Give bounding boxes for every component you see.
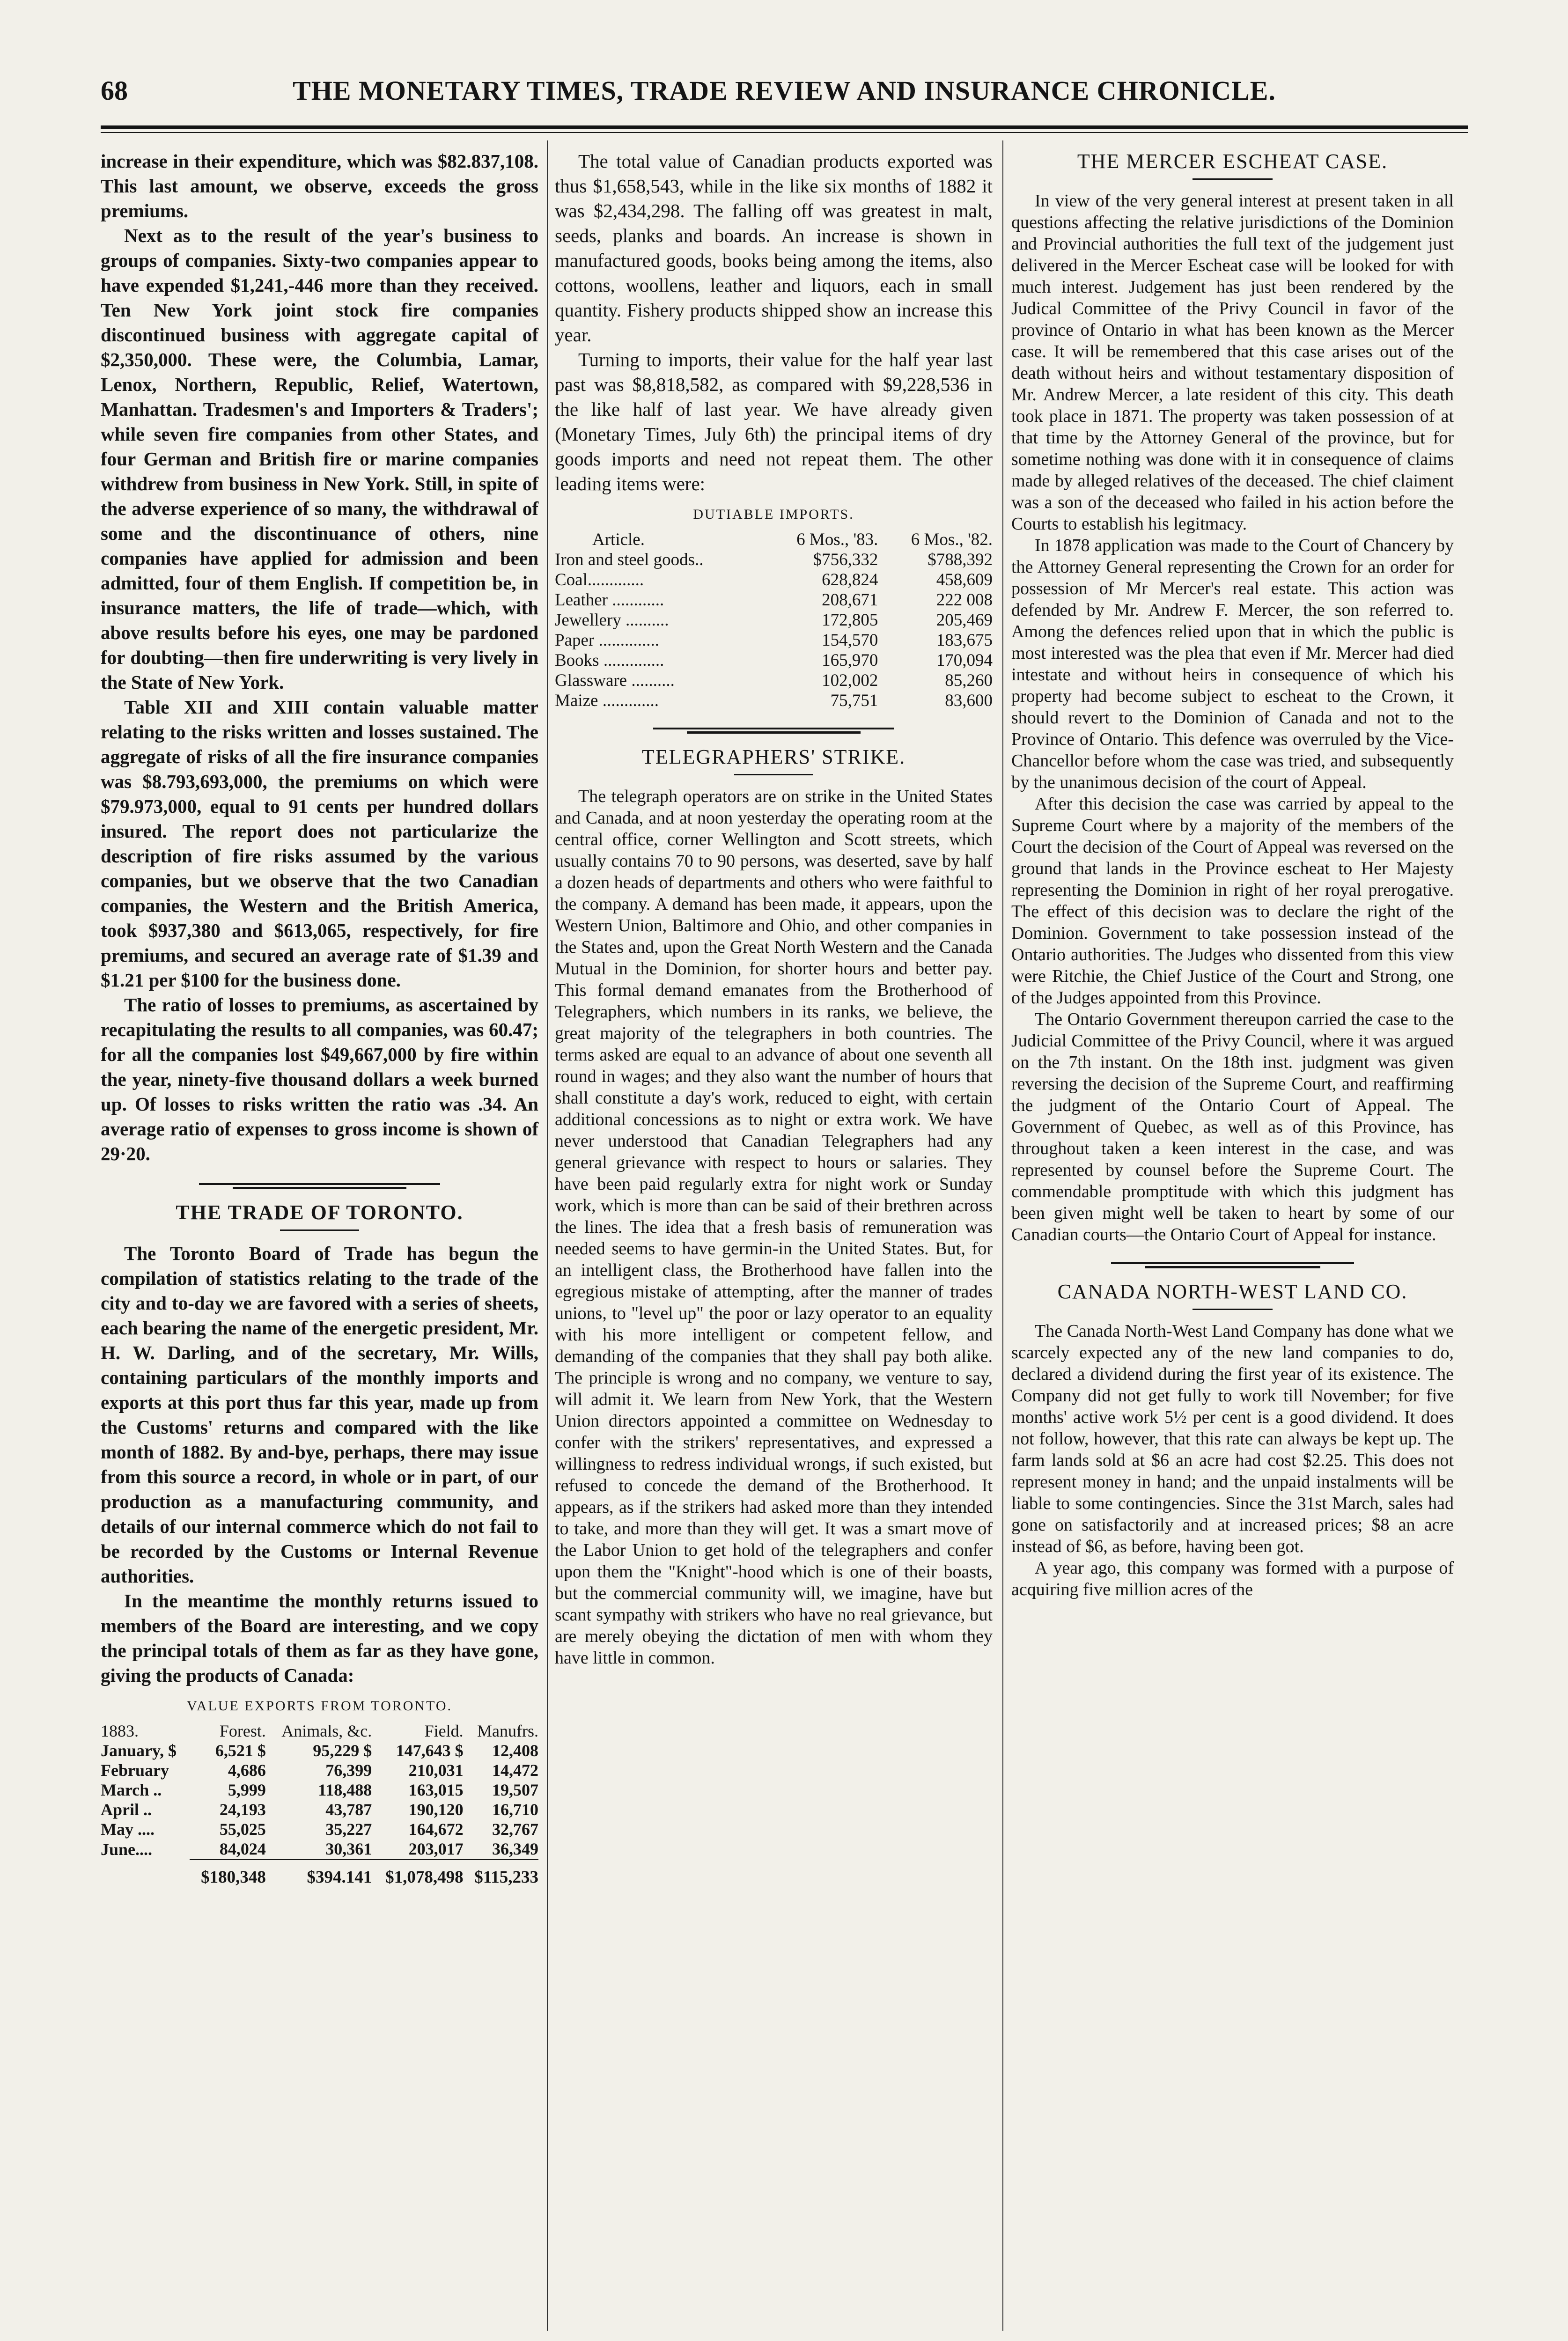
table-cell: 12,408: [492, 1741, 538, 1760]
page-header: [101, 75, 1468, 117]
table-cell: 5,999: [228, 1781, 266, 1799]
table-cell: 102,002: [822, 671, 878, 690]
table-header-row: [101, 1721, 538, 1741]
short-rule: [1193, 178, 1272, 180]
section-ornament-rule: [199, 1182, 440, 1190]
header-rule-thick: [101, 125, 1468, 129]
table-cell: 76,399: [325, 1761, 372, 1780]
table-cell: January, $: [101, 1741, 177, 1760]
table-cell: 83,600: [945, 691, 993, 710]
section-ornament-rule: [1111, 1261, 1355, 1269]
paragraph: The Ontario Government thereupon carried the case to the Judicial Committee of the Privy Council, where it was argued on the 7th instant. On the 18th inst. judgment was given reversing the decision of the Supreme Court, and reaffirming the judgment of the Ontario Court of Appeal. The Government of Quebec, as well as of this Province, has throughout taken a keen interest in the case, and was represented by counsel before the Supreme Court. The commendable promptitude with which this judgment has been given might well be taken to heart by some of our Canadian courts—the Ontario Court of Appeal for instance.: [1011, 1009, 1454, 1244]
table-cell: 222 008: [936, 590, 993, 610]
table-cell: 118,488: [318, 1781, 372, 1799]
paragraph: Turning to imports, their value for the half year last past was $8,818,582, as compared with $9,228,536 in the like half of last year. We have already given (Monetary Times, July 6th) the principal items of dry goods imports and need not repeat them. The other leading items were:: [555, 349, 993, 494]
column-header: Manufrs.: [477, 1722, 538, 1740]
table-cell: 164,672: [408, 1820, 464, 1839]
table-cell: 172,805: [822, 611, 878, 630]
short-rule: [1193, 1309, 1272, 1310]
exports-table: [101, 1721, 538, 1887]
table-cell: Coal.............: [555, 570, 644, 589]
table-totals-row: [101, 1860, 538, 1888]
table-row: [101, 1760, 538, 1780]
table-cell: 458,609: [936, 570, 993, 589]
table-cell: Iron and steel goods..: [555, 550, 704, 569]
table-cell: Leather ............: [555, 590, 664, 610]
table-cell: 210,031: [408, 1761, 464, 1780]
table-row: [555, 570, 993, 590]
table-cell: Paper ..............: [555, 631, 659, 650]
column-header: Forest.: [219, 1722, 266, 1740]
table-row: [555, 630, 993, 650]
section-heading: CANADA NORTH-WEST LAND CO.: [1057, 1280, 1408, 1303]
table-cell: March ..: [101, 1781, 162, 1799]
section-ornament-rule: [653, 727, 894, 734]
paragraph: The total value of Canadian products exported was thus $1,658,543, while in the like six months of 1882 it was $2,434,298. The falling off was greatest in malt, seeds, planks and boards. An increase is shown in manufactured goods, books being among the items, also cottons, woollens, leather and liquors, each in small quantity. Fishery products shipped show an increase this year.: [555, 150, 993, 346]
table-row: [101, 1839, 538, 1860]
table-cell: 203,017: [408, 1840, 464, 1858]
masthead-title: THE MONETARY TIMES, TRADE REVIEW AND INSURANCE CHRONICLE.: [293, 75, 1276, 106]
table-cell: 43,787: [325, 1800, 372, 1819]
table-cell: May ....: [101, 1820, 155, 1839]
table-cell: 19,507: [492, 1781, 538, 1799]
column-header: 6 Mos., '82.: [911, 530, 993, 549]
column-divider: [547, 140, 548, 2331]
table-cell: 165,970: [822, 651, 878, 670]
table-row: [555, 650, 993, 670]
table-cell: 208,671: [822, 590, 878, 610]
table-cell: Jewellery ..........: [555, 611, 669, 630]
total-cell: $115,233: [464, 1860, 538, 1888]
column-header: 1883.: [101, 1722, 139, 1740]
table-cell: 147,643 $: [396, 1741, 464, 1760]
table-row: [555, 550, 993, 570]
table-cell: 14,472: [492, 1761, 538, 1780]
table-cell: April ..: [101, 1800, 152, 1819]
paragraph: The Toronto Board of Trade has begun the compilation of statistics relating to the trade of the city and to-day we are favored with a series of sheets, each bearing the name of the energetic president, Mr. H. W. Darling, and of the secretary, Mr. Wills, containing particulars of the monthly imports and exports at this port thus far this year, made up from the Customs' returns and compared with the like month of 1882. By and-bye, perhaps, there may issue from this source a record, in whole or in part, of our production as a manufacturing community, and details of our internal commerce which do not fail to be recorded by the Customs or Internal Revenue authorities.: [101, 1243, 538, 1587]
table-cell: 154,570: [822, 631, 878, 650]
table-cell: 36,349: [492, 1840, 538, 1858]
paragraph: After this decision the case was carried by appeal to the Supreme Court where by a majority of the members of the Court the decision of the Court of Appeal was reversed on the ground that lands in the Province escheat to Her Majesty representing the Dominion in right of her royal prerogative. The effect of this decision was to declare the right of the Dominion. Government to take possession instead of the Ontario authorities. The Judges who dissented from this view were Ritchie, the Chief Justice of the Court and Strong, one of the Judges appointed from this Province.: [1011, 794, 1454, 1008]
table-row: [555, 691, 993, 711]
paragraph: In the meantime the monthly returns issued to members of the Board are interesting, and we copy the principal totals of them as far as they have gone, giving the products of Canada:: [101, 1590, 538, 1686]
column-left: [101, 149, 538, 2333]
paragraph: The Canada North-West Land Company has done what we scarcely expected any of the new land companies to do, declared a dividend during the first year of its existence. The Company did not get fully to work till November; for five months' active work 5½ per cent is a good dividend. It does not follow, however, that this rate can always be kept up. The farm lands sold at $6 an acre had cost $2.25. This does not represent money in hand; and the unpaid instalments will be liable to some contingencies. Since the 31st March, sales had gone on satisfactorily and at increased prices; $8 an acre instead of $6, as before, having been got.: [1011, 1321, 1454, 1556]
total-cell: $180,348: [190, 1860, 266, 1888]
table-caption: VALUE EXPORTS FROM TORONTO.: [186, 1698, 453, 1714]
paragraph: The telegraph operators are on strike in the United States and Canada, and at noon yesterday the operating room at the central office, corner Wellington and Scott streets, which usually contains 70 to 90 persons, was deserted, save by half a dozen heads of departments and others who were faithful to the company. A demand has been made, it appears, upon the Western Union, Baltimore and Ohio, and other companies in the States and, upon the Great North Western and the Canada Mutual in the Dominion, for shorter hours and better pay. This formal demand emanates from the Brotherhood of Telegraphers, which numbers in its ranks, we believe, the great majority of the telegraphers in both countries. The terms asked are equal to an advance of about one seventh all round in wages; and they also want the number of hours that shall constitute a day's work, reduced to eight, with certain additional concessions as to night or extra work. We have never understood that Canadian Telegraphers had any general grievance with respect to hours or salaries. They have been paid regularly extra for night work or Sunday work, which is more than can be said of their brethren across the lines. The idea that a fresh basis of remuneration was needed seems to have germin-in the United States. But, for an intelligent class, the Brotherhood have fallen into the egregious mistake of attempting, after the manner of trades unions, to "level up" the poor or lazy operator to an equality with his more intelligent or competent fellow, and demanding of the companies that they shall pay both alike. The principle is wrong and no company, we venture to say, will admit it. We learn from New York, that the Western Union directors appointed a committee on Wednesday to confer with the strikers' representatives, and expressed a willingness to redress individual wrongs, if such existed, but refused to concede the demand of the Brotherhood. It appears, as if the strikers had asked more than they intended to take, and more than they will get. It was a smart move of the Labor Union to get hold of the telegraphers and confer upon them the "Knight"-hood which is one of their boasts, but the commercial community will, we imagine, have but scant sympathy with strikers who have no real grievance, but are merely obeying the dictation of men with whom they have little in common.: [555, 787, 993, 1668]
table-cell: 32,767: [492, 1820, 538, 1839]
table-cell: 55,025: [219, 1820, 266, 1839]
section-heading: THE TRADE OF TORONTO.: [176, 1201, 464, 1224]
imports-table: [555, 530, 993, 711]
short-rule: [734, 774, 813, 775]
section-heading: TELEGRAPHERS' STRIKE.: [641, 745, 906, 768]
page-number: 68: [101, 75, 128, 106]
table-row: [555, 670, 993, 691]
total-cell: $394.141: [266, 1860, 372, 1888]
paragraph: Table XII and XIII contain valuable matter relating to the risks written and losses sustained. The aggregate of risks of all the fire insurance companies was $8.793,693,000, the premiums on which were $79.973,000, equal to 91 cents per hundred dollars insured. The report does not particularize the description of fire risks assumed by the various companies, but we observe that the two Canadian companies, the Western and the British America, took $937,380 and $613,065, respectively, for fire premiums, and secured an average rate of $1.39 and $1.21 per $100 for the business done.: [101, 696, 538, 991]
column-divider: [1002, 140, 1003, 2331]
table-cell: $756,332: [813, 550, 878, 569]
table-cell: Maize .............: [555, 691, 659, 710]
table-cell: 183,675: [936, 631, 993, 650]
paragraph: In 1878 application was made to the Court of Chancery by the Attorney General representing the Crown for an order for possession of Mr Mercer's real estate. This action was defended by Mr. Andrew F. Mercer, the son referred to. Among the defences relied upon that in which the public is most interested was the plea that even if Mr. Mercer had died intestate and without heirs in consequence of which his property had become subject to escheat to the Crown, it should revert to the Dominion of Canada and not to the Province of Ontario. This defence was overruled by the Vice-Chancellor before whom the case was tried, and subsequently by the unanimous decision of the court of Appeal.: [1011, 536, 1454, 792]
table-cell: 24,193: [219, 1800, 266, 1819]
header-rule-thin: [101, 132, 1468, 133]
column-header: Field.: [424, 1722, 464, 1740]
table-cell: 30,361: [325, 1840, 372, 1858]
table-row: [101, 1780, 538, 1800]
short-rule: [280, 1229, 359, 1231]
total-cell: $1,078,498: [372, 1860, 463, 1888]
table-cell: [101, 1860, 190, 1888]
paragraph: The ratio of losses to premiums, as ascertained by recapitulating the results to all companies, was 60.47; for all the companies lost $49,667,000 by fire within the year, ninety-five thousand dollars a week burned up. Of losses to risks written the ratio was .34. An average ratio of expenses to gross income is shown of 29·20.: [101, 994, 538, 1164]
table-row: [101, 1819, 538, 1839]
paragraph: A year ago, this company was formed with a purpose of acquiring five million acres of the: [1011, 1558, 1454, 1599]
table-row: [101, 1800, 538, 1819]
table-cell: $788,392: [928, 550, 993, 569]
table-row: [555, 590, 993, 610]
table-cell: 4,686: [228, 1761, 266, 1780]
table-row: [101, 1741, 538, 1760]
table-cell: 6,521 $: [215, 1741, 266, 1760]
table-cell: 163,015: [408, 1781, 464, 1799]
paragraph: increase in their expenditure, which was $82.837,108. This last amount, we observe, exceeds the gross premiums.: [101, 150, 538, 221]
table-cell: 95,229 $: [313, 1741, 372, 1760]
table-cell: 205,469: [936, 611, 993, 630]
table-cell: 75,751: [830, 691, 878, 710]
paragraph: Next as to the result of the year's business to groups of companies. Sixty-two companies appear to have expended $1,241,-446 more than they received. Ten New York joint stock fire companies discontinued business with aggregate capital of $2,350,000. These were, the Columbia, Lamar, Lenox, Northern, Republic, Relief, Watertown, Manhattan. Tradesmen's and Importers & Traders'; while seven fire companies from other States, and four German and British fire or marine companies withdrew from business in New York. Still, in spite of the adverse experience of so many, the withdrawal of some and the discontinuance of others, nine companies have applied for admission and been admitted, four of them English. If competition be, in insurance matters, the life of trade—which, with above results before his eyes, one may be pardoned for doubting—then fire underwriting is very lively in the State of New York.: [101, 225, 538, 693]
column-header: Animals, &c.: [281, 1722, 372, 1740]
table-cell: 628,824: [822, 570, 878, 589]
table-header-row: [555, 530, 993, 550]
column-header: Article.: [592, 530, 645, 549]
table-cell: June....: [101, 1840, 153, 1859]
section-heading: THE MERCER ESCHEAT CASE.: [1077, 150, 1388, 173]
table-cell: 84,024: [219, 1840, 266, 1858]
table-cell: 190,120: [408, 1800, 464, 1819]
column-right: [1011, 149, 1454, 2333]
table-cell: 35,227: [325, 1820, 372, 1839]
column-header: 6 Mos., '83.: [796, 530, 878, 549]
table-caption: DUTIABLE IMPORTS.: [693, 507, 854, 522]
paragraph: In view of the very general interest at present taken in all questions affecting the relative jurisdictions of the Dominion and Provincial authorities the full text of the judgement just delivered in the Mercer Escheat case will be looked for with much interest. Judgement has just been rendered by the Judical Committee of the Privy Council in favor of the province of Ontario in what has been known as the Mercer case. It will be remembered that this case arises out of the death without heirs and without testamentary disposition of Mr. Andrew Mercer, a late resident of this city. This death took place in 1871. The property was taken possession of at that time by the Attorney General of the province, but for sometime nothing was done with it in consequence of claims made by alleged relatives of the deceased. The chief claiment was a son of the deceased who failed in his action before the Courts to establish his legitmacy.: [1011, 191, 1454, 534]
table-cell: February: [101, 1761, 169, 1780]
table-cell: 85,260: [945, 671, 993, 690]
table-row: [555, 610, 993, 630]
table-cell: Books ..............: [555, 651, 664, 670]
table-cell: 16,710: [492, 1800, 538, 1819]
table-cell: 170,094: [936, 651, 993, 670]
table-cell: Glassware ..........: [555, 671, 675, 690]
column-middle: [555, 149, 993, 2333]
